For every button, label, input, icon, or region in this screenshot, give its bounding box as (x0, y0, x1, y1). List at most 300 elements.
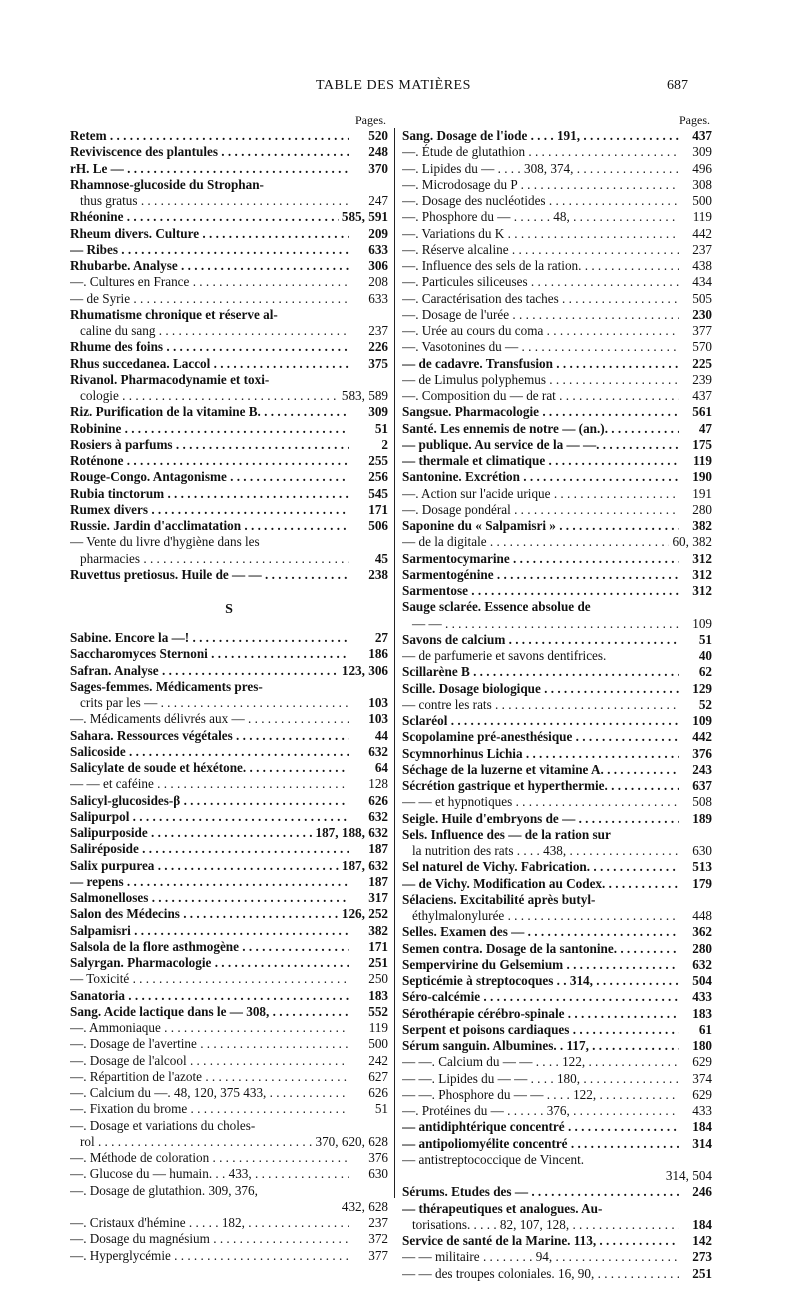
entry-pages: 40 (698, 648, 712, 663)
entry-term: — antipoliomyélite concentré . . . (402, 1136, 679, 1152)
entry-term: rH. Le — . . . (70, 161, 349, 177)
entry-term: Robinine . . . (70, 421, 349, 437)
index-entry (70, 630, 388, 646)
index-entry (70, 679, 388, 695)
index-entry (402, 1184, 712, 1200)
index-entry (402, 1136, 712, 1152)
entry-pages: 513 (692, 859, 712, 875)
index-entry (402, 664, 712, 680)
entry-pages: 60, 382 (672, 534, 712, 550)
entry-pages: 129 (692, 680, 712, 696)
entry-term: Rhéonine . . . (70, 209, 339, 225)
index-entry (70, 971, 388, 987)
entry-pages: 375 (368, 355, 388, 371)
index-entry (402, 713, 712, 729)
index-entry (402, 1038, 712, 1054)
entry-term: Sarmentogénine . . . (402, 567, 679, 583)
entry-pages: 433 (692, 1103, 712, 1118)
index-entry (402, 307, 712, 323)
entry-pages: 633 (368, 241, 388, 257)
entry-pages: 103 (368, 711, 388, 727)
entry-term: Sels. Influence des — de la ration sur (402, 826, 611, 842)
index-entry (70, 841, 388, 857)
index-entry (402, 226, 712, 242)
entry-term: Salmonelloses . . . (70, 890, 349, 906)
entry-term: Rhus succedanea. Laccol . . . (70, 356, 349, 372)
entry-term: —. Hyperglycémie . . . (70, 1248, 349, 1264)
index-entry (70, 793, 388, 809)
entry-pages: 633 (368, 290, 388, 306)
index-entry (70, 437, 388, 453)
index-entry (402, 486, 712, 502)
entry-pages: 442 (692, 729, 712, 745)
index-entry (402, 924, 712, 940)
index-entry (402, 323, 712, 339)
entry-term: Safran. Analyse . . . (70, 663, 339, 679)
index-entry (70, 906, 388, 922)
entry-term: —. Dosage du magnésium . . . (70, 1231, 349, 1247)
entry-term: Rouge-Congo. Antagonisme . . . (70, 469, 349, 485)
entry-pages: 175 (692, 436, 712, 452)
index-entry (402, 681, 712, 697)
entry-term: — — des troupes coloniales. 16, 90, . . . (402, 1266, 679, 1282)
index-entry (70, 809, 388, 825)
entry-pages: 190 (692, 469, 712, 485)
entry-term: Séchage de la luzerne et vitamine A. . . . (402, 762, 679, 778)
index-entry (402, 794, 712, 810)
entry-pages: 187, 632 (341, 857, 388, 873)
index-entry (70, 1118, 388, 1134)
entry-pages: 376 (368, 1150, 388, 1165)
entry-term: — — et hypnotiques . . . (402, 794, 679, 810)
index-entry (402, 258, 712, 274)
entry-pages: 505 (692, 290, 712, 306)
index-entry (402, 989, 712, 1005)
entry-pages: 637 (692, 778, 712, 793)
entry-term: — — . . . (402, 616, 679, 632)
entry-pages: 442 (692, 225, 712, 241)
index-entry (402, 209, 712, 225)
entry-pages: 627 (368, 1068, 388, 1084)
entry-pages: 183 (692, 1005, 712, 1021)
index-entry (70, 1166, 388, 1182)
index-entry (402, 616, 712, 632)
entry-term: Rhumatisme chronique et réserve al- (70, 306, 278, 322)
entry-term: Sclaréol . . . (402, 713, 679, 729)
entry-pages: 179 (692, 875, 712, 891)
left-column (70, 112, 388, 1264)
entry-pages: 186 (368, 646, 388, 662)
index-entry (70, 226, 388, 242)
entry-term: Salicoside . . . (70, 744, 349, 760)
entry-term: Sel naturel de Vichy. Fabrication. . . . (402, 859, 679, 875)
index-entry (70, 1085, 388, 1101)
index-entry (402, 941, 712, 957)
entry-term: Rhamnose-glucoside du Strophan- (70, 176, 264, 192)
index-entry (70, 567, 388, 583)
entry-pages: 626 (368, 792, 388, 808)
entry-term: Retem . . . (70, 128, 349, 144)
entry-term: —. Protéines du — . . . . . . 376, . . . (402, 1103, 679, 1119)
entry-term: pharmacies . . . (70, 551, 349, 567)
entry-term: Sahara. Ressources végétales . . . (70, 728, 349, 744)
index-entry (402, 1233, 712, 1249)
entry-term: —. Répartition de l'azote . . . (70, 1069, 349, 1085)
entry-term: Sabine. Encore la —! . . . (70, 630, 349, 646)
entry-term: Sécrétion gastrique et hyperthermie. . . . (402, 778, 679, 794)
entry-term: Sauge sclarée. Essence absolue de (402, 599, 591, 615)
entry-pages: 52 (698, 696, 712, 712)
entry-pages: 280 (692, 501, 712, 517)
entry-term: —. Cultures en France . . . (70, 274, 349, 290)
entry-pages: 370, 620, 628 (315, 1133, 388, 1149)
entry-pages: 51 (374, 420, 388, 436)
entry-pages: 312 (692, 566, 712, 582)
index-entry (402, 339, 712, 355)
index-entry (402, 827, 712, 843)
index-entry (70, 486, 388, 502)
index-entry (402, 583, 712, 599)
entry-pages: 208 (368, 274, 388, 290)
entry-term: Service de santé de la Marine. 113, . . . (402, 1233, 679, 1249)
entry-term: Sérum sanguin. Albumines. . 117, . . . (402, 1038, 679, 1054)
entry-term: —. Microdosage du P . . . (402, 177, 679, 193)
entry-pages: 632 (368, 808, 388, 824)
index-entry (70, 874, 388, 890)
index-entry (70, 695, 388, 711)
entry-term: — de Vichy. Modification au Codex. . . . (402, 876, 679, 892)
index-entry (402, 534, 712, 550)
entry-pages: 187, 188, 632 (315, 825, 388, 840)
index-entry (402, 811, 712, 827)
index-entry (70, 923, 388, 939)
entry-term: —. Urée au cours du coma . . . (402, 323, 679, 339)
entry-term: Sérums. Etudes des — . . . (402, 1184, 679, 1200)
index-entry (402, 372, 712, 388)
index-entry (70, 291, 388, 307)
entry-pages: 119 (692, 453, 712, 468)
entry-pages: 362 (692, 924, 712, 940)
index-entry (70, 339, 388, 355)
entry-term: Sempervirine du Gelsemium . . . (402, 957, 679, 973)
entry-term: —. Étude de glutathion . . . (402, 144, 679, 160)
entry-pages: 103 (368, 695, 388, 710)
entry-pages: 309 (692, 144, 712, 160)
index-entry (70, 939, 388, 955)
index-entry (70, 1020, 388, 1036)
index-entry (402, 161, 712, 177)
entry-pages: 382 (692, 518, 712, 533)
entry-term: —. Dosage et variations du choles- (70, 1117, 256, 1133)
index-entry (70, 372, 388, 388)
index-entry (70, 776, 388, 792)
entry-term: Roténone . . . (70, 453, 349, 469)
index-entry (402, 746, 712, 762)
index-entry (402, 356, 712, 372)
index-entry (70, 518, 388, 534)
entry-term: — de Limulus polyphemus . . . (402, 372, 679, 388)
entry-pages: 561 (692, 404, 712, 420)
entry-term: —. Ammoniaque . . . (70, 1020, 349, 1036)
entry-term: Saliréposide . . . (70, 841, 349, 857)
index-entry (402, 1152, 712, 1168)
index-entry (70, 646, 388, 662)
index-entry (402, 469, 712, 485)
entry-term: Selles. Examen des — . . . (402, 924, 679, 940)
entry-pages: 552 (368, 1003, 388, 1019)
entry-pages: 377 (368, 1247, 388, 1263)
entry-term: — —. Lipides du — — . . . . 180, . . . (402, 1071, 679, 1087)
entry-pages: 312 (692, 583, 712, 598)
running-header (0, 78, 800, 98)
entry-pages: 377 (692, 323, 712, 338)
entry-pages: 239 (692, 371, 712, 387)
index-entry (70, 502, 388, 518)
index-entry (402, 453, 712, 469)
entry-pages: 583, 589 (341, 388, 388, 403)
entry-term: —. Particules siliceuses . . . (402, 274, 679, 290)
entry-pages: 119 (368, 1020, 388, 1035)
index-entry (70, 1036, 388, 1052)
entry-term: —. Lipides du — . . . . 308, 374, . . . (402, 161, 679, 177)
entry-pages: 189 (692, 810, 712, 826)
section-letter: S (225, 602, 233, 617)
index-entry (70, 177, 388, 193)
entry-term: —. Fixation du brome . . . (70, 1101, 349, 1117)
entry-term: Salipurposide . . . (70, 825, 312, 841)
index-entry (402, 193, 712, 209)
entry-term: —. Glucose du — humain. . . 433, . . . (70, 1166, 349, 1182)
entry-term: —. Méthode de coloration . . . (70, 1150, 349, 1166)
entry-pages: 632 (368, 743, 388, 759)
entry-pages: 238 (368, 566, 388, 582)
entry-term: Savons de calcium . . . (402, 632, 679, 648)
index-entry (402, 502, 712, 518)
entry-pages: 237 (368, 323, 388, 338)
index-entry (70, 728, 388, 744)
entry-term: Sang. Acide lactique dans le — 308, . . . (70, 1004, 349, 1020)
entry-pages: 508 (692, 794, 712, 810)
index-entry (70, 988, 388, 1004)
entry-pages: 237 (692, 241, 712, 257)
index-entry (70, 404, 388, 420)
entry-pages: 312 (692, 550, 712, 566)
entry-pages: 437 (692, 128, 712, 143)
index-entry (70, 711, 388, 727)
entry-term: Semen contra. Dosage de la santonine. . . . (402, 941, 679, 957)
entry-term: Salyrgan. Pharmacologie . . . (70, 955, 349, 971)
index-entry (402, 1201, 712, 1217)
index-entry (70, 1101, 388, 1117)
index-entry (70, 323, 388, 339)
entry-term: Septicémie à streptocoques . . 314, . . . (402, 973, 679, 989)
entry-term: torisations. . . . . 82, 107, 128, . . . (402, 1217, 679, 1233)
entry-term: — de cadavre. Transfusion . . . (402, 356, 679, 372)
entry-pages: 570 (692, 339, 712, 355)
entry-term: thus gratus . . . (70, 193, 349, 209)
entry-pages: 45 (374, 550, 388, 566)
index-entry (70, 534, 388, 550)
entry-term: Salsola de la flore asthmogène . . . (70, 939, 349, 955)
entry-term: Scopolamine pré-anesthésique . . . (402, 729, 679, 745)
index-entry (70, 274, 388, 290)
entry-term: Sangsue. Pharmacologie . . . (402, 404, 679, 420)
entry-pages: 243 (692, 761, 712, 777)
index-entry (402, 859, 712, 875)
index-entry (70, 1248, 388, 1264)
index-entry (402, 1266, 712, 1282)
right-column (402, 112, 712, 1282)
entry-pages: 187 (368, 873, 388, 889)
entry-term: —. Phosphore du — . . . . . . 48, . . . (402, 209, 679, 225)
entry-term: éthylmalonylurée . . . (402, 908, 679, 924)
entry-pages: 109 (692, 615, 712, 631)
entry-term: Scille. Dosage biologique . . . (402, 681, 679, 697)
entry-term: —. Dosage de l'avertine . . . (70, 1036, 349, 1052)
entry-pages: 448 (692, 908, 712, 923)
index-entry (70, 193, 388, 209)
entry-term: — antidiphtérique concentré . . . (402, 1119, 679, 1135)
entry-pages: 382 (368, 922, 388, 938)
entry-term: —. Dosage de l'urée . . . (402, 307, 679, 323)
entry-pages: 191 (692, 485, 712, 501)
entry-pages: 126, 252 (341, 906, 388, 922)
index-entry (70, 242, 388, 258)
entry-term: —. Variations du K . . . (402, 226, 679, 242)
entry-pages: 184 (692, 1119, 712, 1135)
index-entry (70, 356, 388, 372)
left-entries-r (70, 128, 388, 583)
entry-term: Salon des Médecins . . . (70, 906, 339, 922)
entry-term: Reviviscence des plantules . . . (70, 144, 349, 160)
index-entry (402, 242, 712, 258)
entry-pages: 47 (698, 420, 712, 436)
index-entry (70, 760, 388, 776)
index-entry (402, 1087, 712, 1103)
entry-term: — — et caféine . . . (70, 776, 349, 792)
entry-term: Salpamisri . . . (70, 923, 349, 939)
entry-term: — repens . . . (70, 874, 349, 890)
entry-term: —. Composition du — de rat . . . (402, 388, 679, 404)
entry-term: Riz. Purification de la vitamine B. . . . (70, 404, 349, 420)
entry-pages: 314, 504 (665, 1168, 712, 1183)
entry-pages: 504 (692, 973, 712, 988)
entry-term: —. Cristaux d'hémine . . . . . 182, . . . (70, 1215, 349, 1231)
index-entry (70, 144, 388, 160)
index-entry (402, 762, 712, 778)
index-entry (402, 973, 712, 989)
entry-term: — publique. Au service de la — —. . . . (402, 437, 679, 453)
index-entry (402, 551, 712, 567)
index-entry (70, 1053, 388, 1069)
entry-pages: 585, 591 (341, 209, 388, 225)
entry-pages: 520 (368, 128, 388, 143)
index-entry (70, 1231, 388, 1247)
entry-pages: 27 (374, 630, 388, 645)
entry-term: Rivanol. Pharmacodynamie et toxi- (70, 371, 270, 387)
entry-pages: 255 (368, 453, 388, 468)
entry-pages: 2 (381, 436, 388, 452)
index-entry (70, 663, 388, 679)
entry-term: Sarmentocymarine . . . (402, 551, 679, 567)
entry-pages: 230 (692, 306, 712, 322)
entry-term: Sang. Dosage de l'iode . . . . 191, . . . (402, 128, 679, 144)
entry-pages: 629 (692, 1086, 712, 1102)
entry-pages: 109 (692, 713, 712, 728)
page-header-title: TABLE DES MATIÈRES (316, 78, 471, 93)
entry-term: Santé. Les ennemis de notre — (an.). . . . (402, 421, 679, 437)
entry-pages: 171 (368, 501, 388, 517)
entry-term: cologie . . . (70, 388, 339, 404)
entry-pages: 44 (374, 727, 388, 743)
index-entry (402, 1006, 712, 1022)
index-entry (402, 128, 712, 144)
entry-pages: 187 (368, 841, 388, 857)
entry-term: Seigle. Huile d'embryons de — . . . (402, 811, 679, 827)
entry-pages: 142 (692, 1233, 712, 1248)
pages-label: Pages. (355, 113, 386, 127)
right-entries (402, 128, 712, 1282)
entry-term: Rosiers à parfums . . . (70, 437, 349, 453)
entry-term: —. Dosage de l'alcool . . . (70, 1053, 349, 1069)
index-entry (402, 1217, 712, 1233)
entry-pages: 308 (692, 176, 712, 192)
entry-pages: 225 (692, 355, 712, 371)
index-entry (402, 599, 712, 615)
index-entry (70, 469, 388, 485)
index-entry (402, 421, 712, 437)
entry-term: — —. Calcium du — — . . . . 122, . . . (402, 1054, 679, 1070)
entry-pages: 545 (368, 485, 388, 501)
index-entry (402, 908, 712, 924)
entry-pages: 256 (368, 469, 388, 485)
entry-term: — thermale et climatique . . . (402, 453, 679, 469)
index-entry (70, 858, 388, 874)
index-entry (402, 274, 712, 290)
index-entry (402, 632, 712, 648)
entry-pages: 630 (692, 843, 712, 858)
index-entry (70, 744, 388, 760)
index-entry (70, 955, 388, 971)
entry-term: Salicyl-glucosides-β . . . (70, 793, 349, 809)
entry-term: —. Influence des sels de la ration. . . . (402, 258, 679, 274)
entry-pages: 183 (368, 987, 388, 1003)
entry-pages: 62 (698, 664, 712, 680)
index-entry (70, 421, 388, 437)
index-entry (70, 1069, 388, 1085)
entry-term: — de parfumerie et savons dentifrices. (402, 648, 607, 663)
entry-term: Salicylate de soude et héxétone. . . . (70, 760, 349, 776)
entry-term: Rumex divers . . . (70, 502, 349, 518)
entry-pages: 246 (692, 1184, 712, 1200)
index-entry (402, 1022, 712, 1038)
index-entry (70, 258, 388, 274)
index-entry (70, 1004, 388, 1020)
index-entry (402, 729, 712, 745)
entry-pages: 374 (692, 1070, 712, 1086)
index-entry (402, 1071, 712, 1087)
entry-term: caline du sang . . . (70, 323, 349, 339)
entry-pages: 434 (692, 274, 712, 290)
entry-pages: 61 (698, 1021, 712, 1037)
entry-term: Sarmentose . . . (402, 583, 679, 599)
index-entry (70, 209, 388, 225)
entry-term: Rhubarbe. Analyse . . . (70, 258, 349, 274)
entry-term: —. Dosage des nucléotides . . . (402, 193, 679, 209)
entry-term: la nutrition des rats . . . . 438, . . . (402, 843, 679, 859)
entry-pages: 273 (692, 1249, 712, 1265)
index-entry (402, 291, 712, 307)
